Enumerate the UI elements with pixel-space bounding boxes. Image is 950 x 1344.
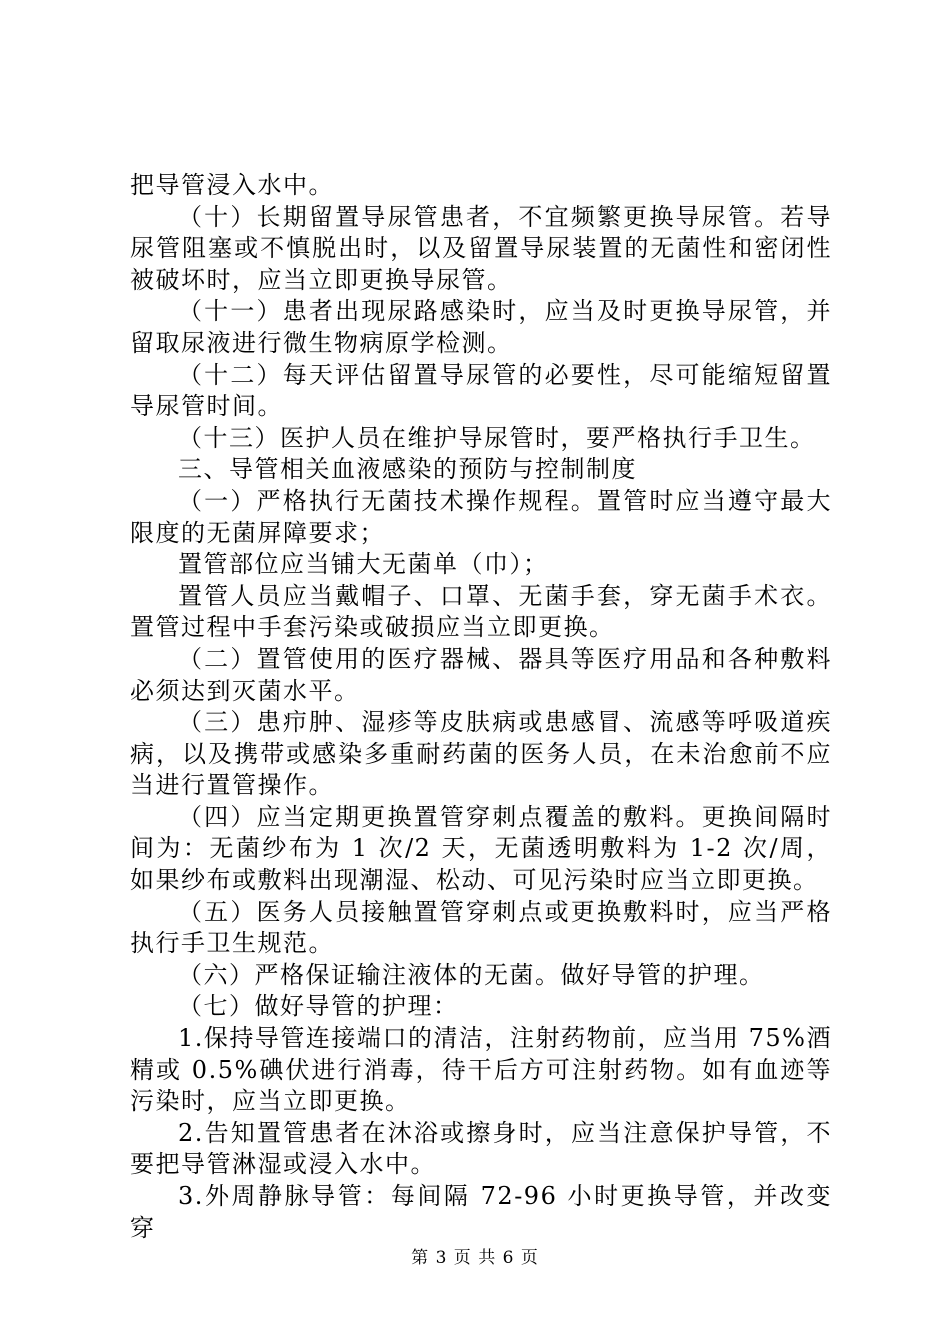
paragraph-item-7: （七）做好导管的护理： — [178, 992, 459, 1021]
paragraph-item-1: （一）严格执行无菌技术操作规程。置管时应当遵守最大限度的无菌屏障要求； — [130, 486, 832, 547]
paragraph-item-12: （十二）每天评估留置导尿管的必要性，尽可能缩短留置导尿管时间。 — [130, 360, 832, 421]
document-body — [130, 170, 832, 1244]
paragraph-item-2: （二）置管使用的医疗器械、器具等医疗用品和各种敷料必须达到灭菌水平。 — [130, 644, 832, 705]
paragraph-subitem-3: 3.外周静脉导管：每间隔 72-96 小时更换导管，并改变穿 — [130, 1182, 832, 1242]
paragraph-item-11: （十一）患者出现尿路感染时，应当及时更换导尿管，并留取尿液进行微生物病原学检测。 — [130, 297, 832, 357]
paragraph-drape: 置管部位应当铺大无菌单（巾）； — [178, 550, 549, 579]
paragraph-item-13: （十三）医护人员在维护导尿管时，要严格执行手卫生。 — [178, 423, 816, 452]
paragraph-item-6: （六）严格保证输注液体的无菌。做好导管的护理。 — [178, 960, 765, 989]
paragraph-item-5: （五）医务人员接触置管穿刺点或更换敷料时，应当严格执行手卫生规范。 — [130, 897, 832, 958]
paragraph-personnel: 置管人员应当戴帽子、口罩、无菌手套，穿无菌手术衣。置管过程中手套污染或破损应当立即更换。 — [130, 581, 832, 642]
paragraph-subitem-1: 1.保持导管连接端口的清洁，注射药物前，应当用 75%酒精或 0.5%碘伏进行消毒，待干后方可注射药物。如有血迹等污染时，应当立即更换。 — [130, 1024, 832, 1116]
page-number-footer: 第 3 页 共 6 页 — [411, 1248, 539, 1268]
paragraph-item-10: （十）长期留置导尿管患者，不宜频繁更换导尿管。若导尿管阻塞或不慎脱出时，以及留置导尿装置的无菌性和密闭性被破坏时，应当立即更换导尿管。 — [130, 202, 832, 294]
paragraph-continuation: 把导管浸入水中。 — [130, 171, 334, 199]
paragraph-item-3: （三）患疖肿、湿疹等皮肤病或患感冒、流感等呼吸道疾病，以及携带或感染多重耐药菌的医务人员，在未治愈前不应当进行置管操作。 — [130, 708, 832, 800]
section-heading-3: 三、导管相关血液感染的预防与控制制度 — [178, 455, 637, 484]
paragraph-subitem-2: 2.告知置管患者在沐浴或擦身时，应当注意保护导管，不要把导管淋湿或浸入水中。 — [130, 1118, 832, 1179]
paragraph-item-4: （四）应当定期更换置管穿刺点覆盖的敷料。更换间隔时间为：无菌纱布为 1 次/2 天，无菌透明敷料为 1-2 次/周，如果纱布或敷料出现潮湿、松动、可见污染时应当立即更换。 — [130, 802, 832, 895]
